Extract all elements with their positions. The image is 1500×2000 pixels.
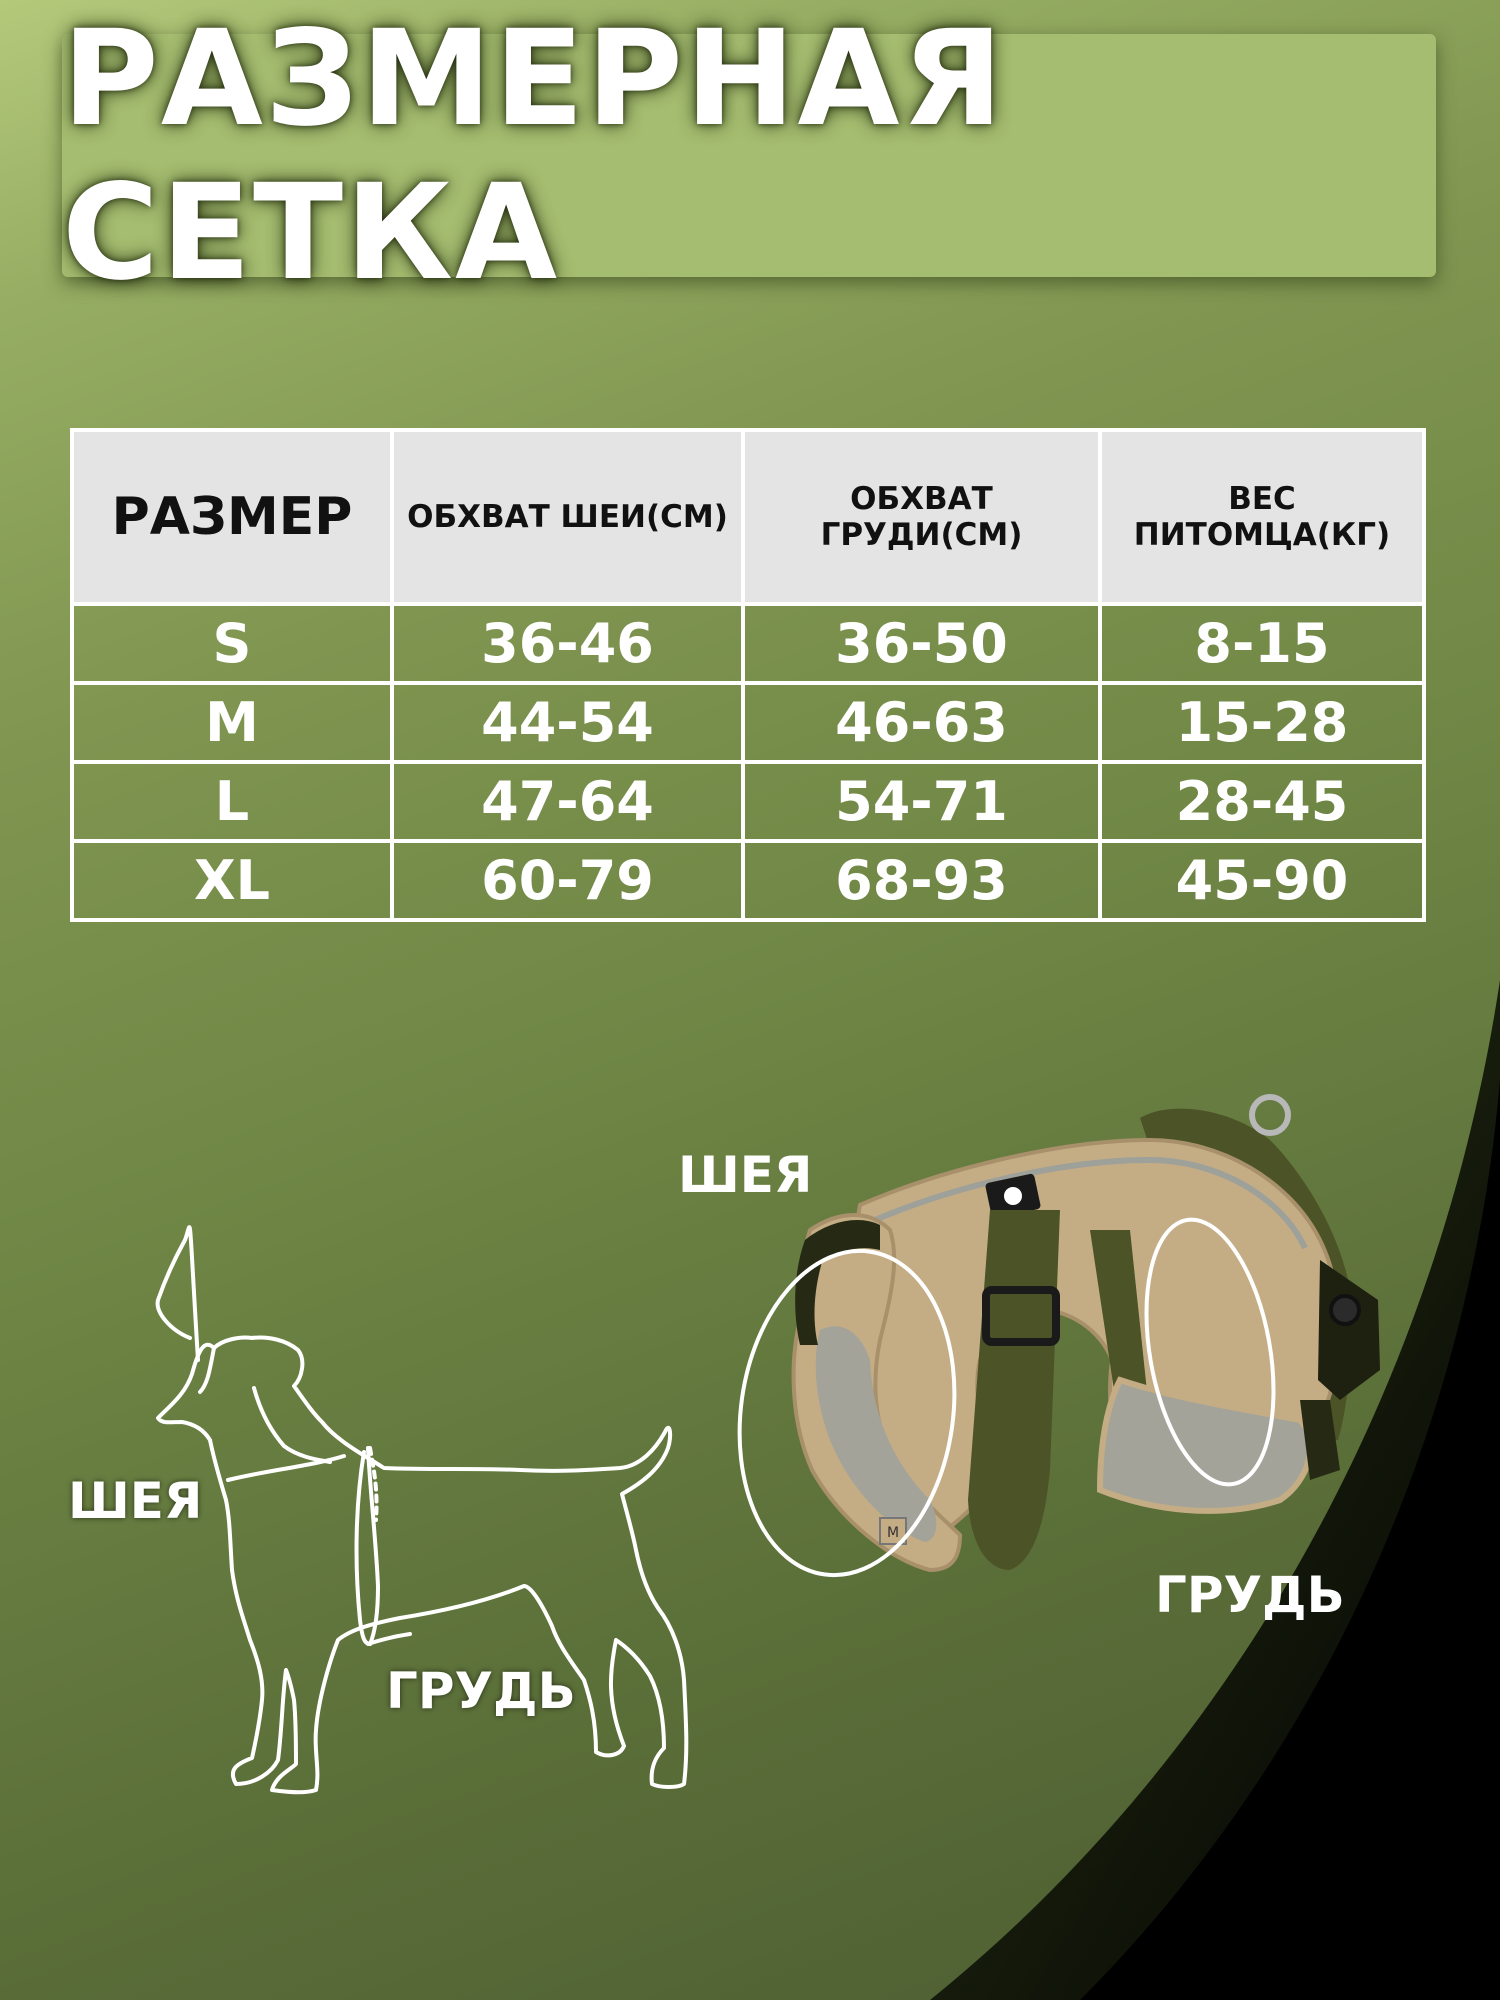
table-row — [72, 762, 1424, 841]
cell-chest: 68-93 — [743, 841, 1100, 920]
cell-size: S — [72, 604, 392, 683]
table-header-row — [72, 430, 1424, 604]
cell-size: L — [72, 762, 392, 841]
cell-size: M — [72, 683, 392, 762]
cell-chest: 54-71 — [743, 762, 1100, 841]
header-size: РАЗМЕР — [72, 430, 392, 604]
cell-neck: 60-79 — [392, 841, 743, 920]
page-title: РАЗМЕРНАЯ СЕТКА — [62, 1, 1006, 310]
header-pet-weight: ВЕС ПИТОМЦА(КГ) — [1100, 430, 1424, 604]
cell-neck: 47-64 — [392, 762, 743, 841]
size-table — [70, 428, 1426, 922]
cell-weight: 15-28 — [1100, 683, 1424, 762]
harness-neck-label: ШЕЯ — [678, 1146, 813, 1204]
dog-chest-label: ГРУДЬ — [386, 1662, 576, 1720]
illustration — [0, 1000, 1500, 2000]
dog-neck-label: ШЕЯ — [68, 1472, 203, 1530]
table-row — [72, 841, 1424, 920]
header-neck-girth: ОБХВАТ ШЕИ(СМ) — [392, 430, 743, 604]
cell-neck: 36-46 — [392, 604, 743, 683]
cell-chest: 36-50 — [743, 604, 1100, 683]
cell-size: XL — [72, 841, 392, 920]
cell-weight: 45-90 — [1100, 841, 1424, 920]
header-chest-girth: ОБХВАТ ГРУДИ(СМ) — [743, 430, 1100, 604]
table-row — [72, 604, 1424, 683]
cell-chest: 46-63 — [743, 683, 1100, 762]
cell-neck: 44-54 — [392, 683, 743, 762]
harness-size-tag: M — [886, 1525, 900, 1541]
cell-weight: 8-15 — [1100, 604, 1424, 683]
cell-weight: 28-45 — [1100, 762, 1424, 841]
table-row — [72, 683, 1424, 762]
harness-image — [794, 1097, 1380, 1570]
harness-chest-label: ГРУДЬ — [1155, 1566, 1345, 1624]
